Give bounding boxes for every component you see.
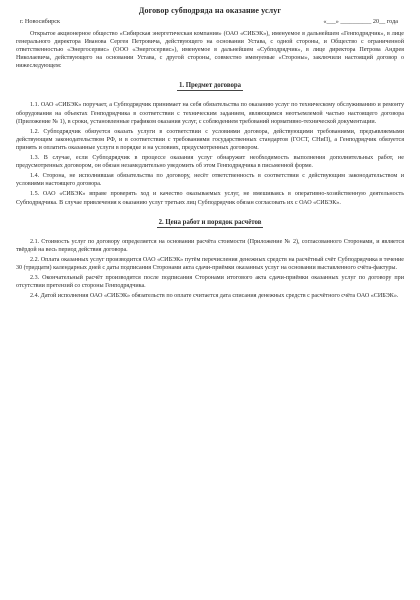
section-heading-text: 1. Предмет договора	[178, 82, 242, 90]
paragraph: 2.4. Датой исполнения ОАО «СИБЭК» обязательств по оплате считается дата списания денежных средств с расчётного счёта ОАО «СИБЭК».	[30, 293, 399, 300]
section-heading-price	[16, 219, 404, 228]
paragraph: 1.5. ОАО «СИБЭК» вправе проверять ход и качество оказываемых услуг, не вмешиваясь в оперативно-хозяйственную деятельность Субподрядчика. В случае привлечения к оказанию услуг третьих лиц Субподрядчик обязан согласовать их с ОАО «СИБЭК».	[16, 191, 404, 206]
preamble-paragraph: Открытое акционерное общество «Сибирская энергетическая компания» (ОАО «СИБЭК»), именуемое в дальнейшем «Генподрядчик», в лице генерального директора Иванова Сергея Петровича, действующего на основании Устава, с одной стороны, и Общество с ограниченной ответственностью «Энергосервис» (ООО «Энергосервис»), именуемое в дальнейшем «Субподрядчик», в лице директора Петрова Андрея Николаевича, действующего на основании Устава, с другой стороны, совместно именуемые «Стороны», заключили настоящий договор о нижеследующем:	[16, 31, 404, 70]
document-place: г. Новосибирск	[20, 18, 60, 25]
document-date: «___» __________ 20__ года	[323, 18, 398, 25]
paragraph: 2.2. Оплата оказанных услуг производится ОАО «СИБЭК» путём перечисления денежных средств на расчётный счёт Субподрядчика в течение 30 (тридцати) календарных дней с даты подписания Сторонами акта сдачи-приёмки оказанных услуг на основании выставленного счёта-фактуры.	[16, 256, 404, 271]
paragraph: 1.4. Сторона, не исполнившая обязательства по договору, несёт ответственность в соответствии с действующим законодательством и условиями настоящего договора.	[16, 173, 404, 188]
paragraph: 1.3. В случае, если Субподрядчик в процессе оказания услуг обнаружит необходимость выполнения дополнительных работ, не предусмотренных договором, он обязан незамедлительно уведомить об этом Генподрядчика в письменной форме.	[16, 155, 404, 170]
section-heading-text: 2. Цена работ и порядок расчётов	[158, 218, 262, 226]
section-heading-subject	[16, 82, 404, 91]
paragraph: 1.1. ОАО «СИБЭК» поручает, а Субподрядчик принимает на себя обязательства по оказанию услуг по техническому обслуживанию и ремонту оборудования на объектах Генподрядчика в соответствии с техническим заданием, являющимся неотъемлемой частью настоящего договора (Приложение № 1), в сроки, установленные графиком оказания услуг, с соблюдением требований нормативно-технической документации.	[16, 102, 404, 125]
document-meta	[16, 18, 404, 26]
document-title: Договор субподряда на оказание услуг	[138, 6, 282, 15]
paragraph: 2.3. Окончательный расчёт производится после подписания Сторонами итогового акта сдачи-приёмки оказанных услуг по договору при отсутствии претензий со стороны Генподрядчика.	[16, 274, 404, 290]
paragraph: 1.2. Субподрядчик обязуется оказать услуги в соответствии с условиями договора, действующими требованиями, предъявляемыми действующим законодательством РФ, и в соответствии с требованиями государственных стандартов (ГОСТ, СНиП), а Генподрядчик обязуется принять и оплатить оказанные услуги в порядке и на условиях, предусмотренных договором.	[16, 128, 404, 151]
paragraph: 2.1. Стоимость услуг по договору определяется на основании расчёта стоимости (Приложение № 2), согласованного Сторонами, и является твёрдой на весь период действия договора.	[16, 238, 404, 253]
